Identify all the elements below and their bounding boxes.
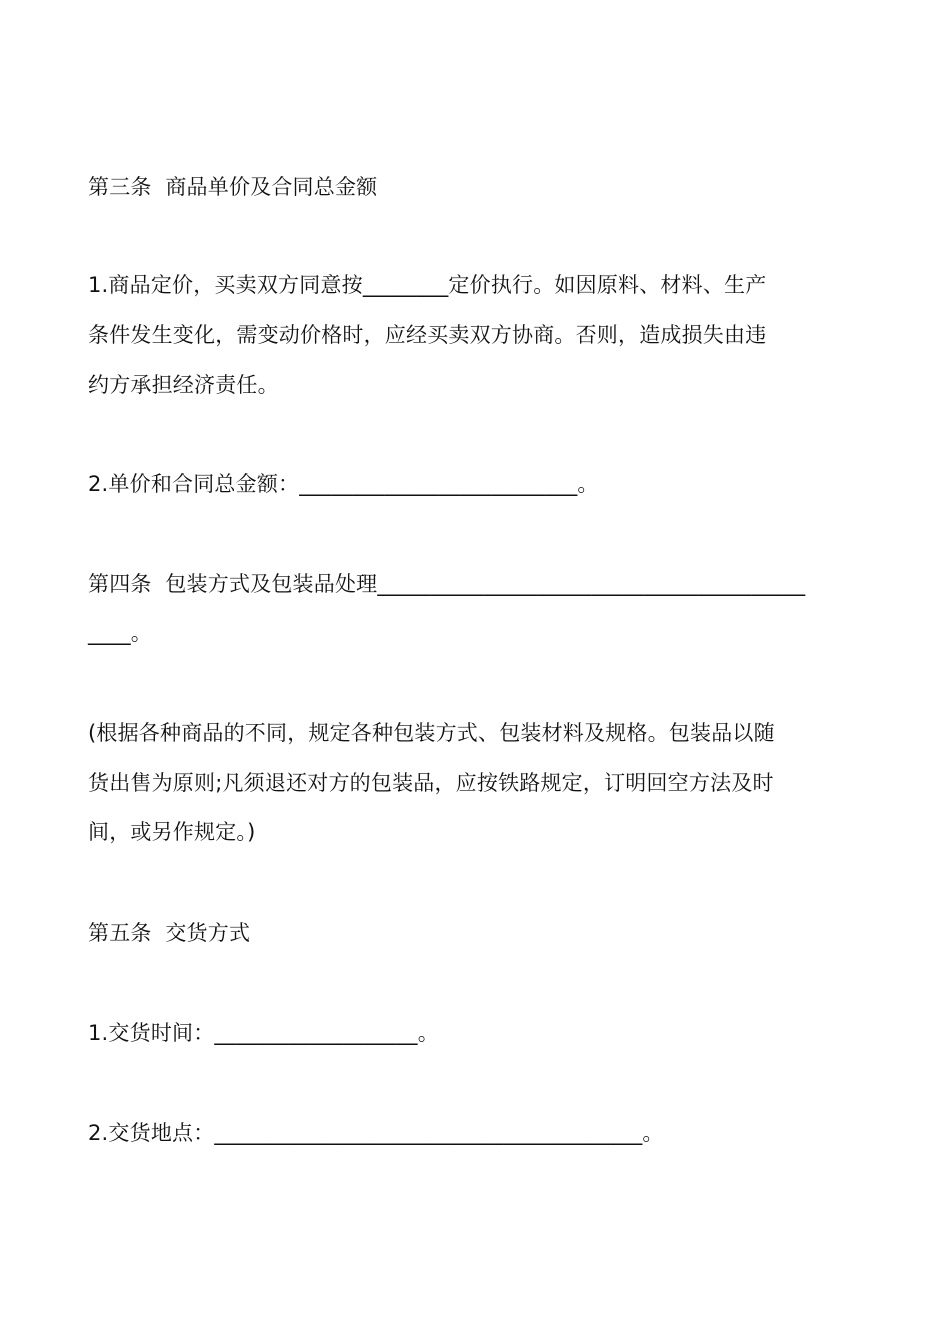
- article-3-clause-1-line-1: 1.商品定价，买卖双方同意按________定价执行。如因原料、材料、生产: [88, 273, 767, 297]
- article-3-heading: 第三条 商品单价及合同总金额: [88, 175, 378, 199]
- article-3-clause-2: 2.单价和合同总金额：__________________________。: [88, 472, 599, 496]
- article-4-note-line-2: 货出售为原则;凡须退还对方的包装品，应按铁路规定，订明回空方法及时: [88, 771, 774, 795]
- article-5-clause-2: 2.交货地点：________________________________________。: [88, 1121, 664, 1145]
- article-4-heading-line-1: 第四条 包装方式及包装品处理________________________________________: [88, 572, 806, 596]
- article-5-heading: 第五条 交货方式: [88, 921, 251, 945]
- article-3-clause-1-line-3: 约方承担经济责任。: [88, 373, 279, 397]
- article-5-clause-1: 1.交货时间：___________________。: [88, 1021, 439, 1045]
- article-4-heading-line-2: ____。: [88, 621, 152, 645]
- article-3-clause-1-line-2: 条件发生变化，需变动价格时，应经买卖双方协商。否则，造成损失由违: [88, 323, 767, 347]
- article-4-note-line-3: 间，或另作规定。): [88, 820, 256, 844]
- article-4-note-line-1: (根据各种商品的不同，规定各种包装方式、包装材料及规格。包装品以随: [88, 721, 775, 745]
